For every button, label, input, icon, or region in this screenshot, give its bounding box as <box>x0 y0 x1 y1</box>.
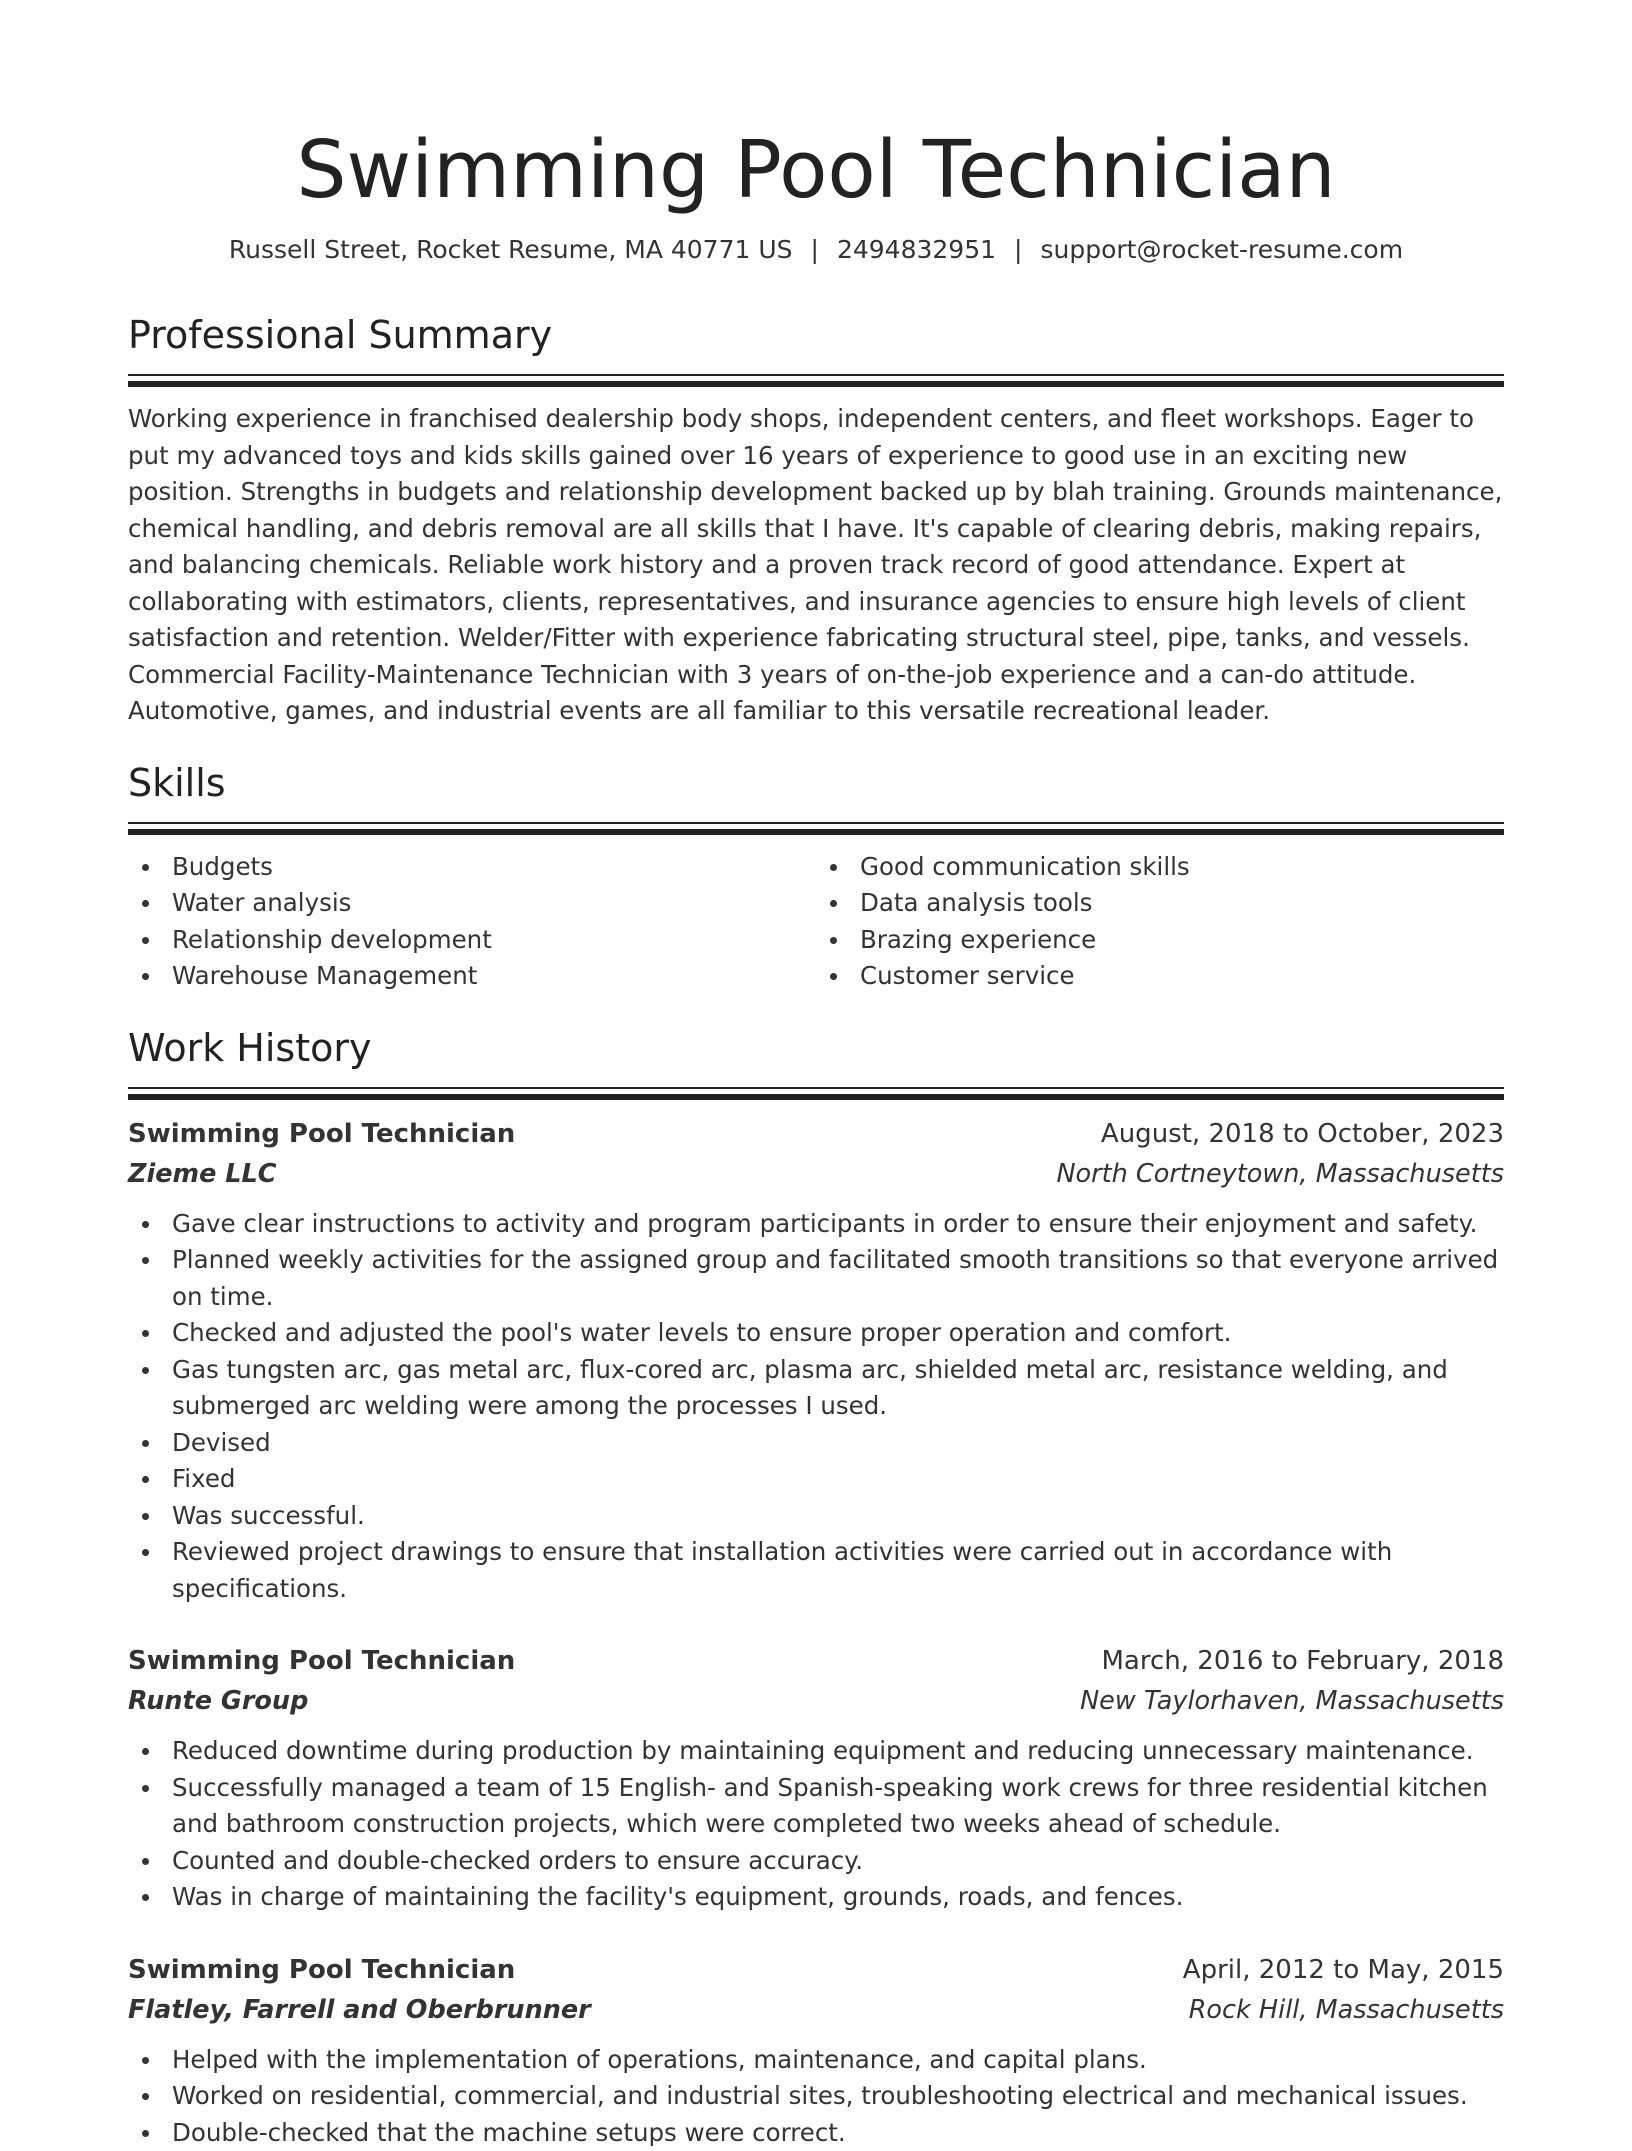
skills-column-left <box>128 849 816 995</box>
section-divider <box>128 374 1504 387</box>
job-bullet: Reduced downtime during production by maintaining equipment and reducing unnecessary maintenance. <box>128 1733 1504 1770</box>
contact-email: support@rocket-resume.com <box>1040 235 1403 264</box>
skill-item: Data analysis tools <box>816 885 1504 922</box>
job-company: Zieme LLC <box>128 1154 276 1194</box>
job-bullet: Devised <box>128 1425 1504 1462</box>
contact-line <box>128 232 1504 268</box>
job-company: Runte Group <box>128 1681 308 1721</box>
job-header-row <box>128 1641 1504 1681</box>
job-bullet: Was in charge of maintaining the facility's equipment, grounds, roads, and fences. <box>128 1879 1504 1916</box>
job-bullet: Fixed <box>128 1461 1504 1498</box>
job-company-row <box>128 1681 1504 1721</box>
job-entry <box>128 1641 1504 1916</box>
job-bullets <box>128 2042 1504 2151</box>
skill-item: Good communication skills <box>816 849 1504 886</box>
job-bullet: Was successful. <box>128 1498 1504 1535</box>
work-history-section <box>128 1025 1504 2151</box>
job-bullet: Reviewed project drawings to ensure that installation activities were carried out in accordance with specifications. <box>128 1534 1504 1607</box>
skill-item: Budgets <box>128 849 816 886</box>
job-bullet: Successfully managed a team of 15 English- and Spanish-speaking work crews for three residential kitchen and bathroom construction projects, which were completed two weeks ahead of schedule. <box>128 1770 1504 1843</box>
contact-separator: | <box>793 235 837 264</box>
skills-grid <box>128 849 1504 995</box>
summary-section <box>128 312 1504 730</box>
section-divider <box>128 822 1504 835</box>
contact-separator: | <box>996 235 1040 264</box>
skill-item: Water analysis <box>128 885 816 922</box>
job-header-row <box>128 1950 1504 1990</box>
job-bullet: Gas tungsten arc, gas metal arc, flux-cored arc, plasma arc, shielded metal arc, resistance welding, and submerged arc welding were among the processes I used. <box>128 1352 1504 1425</box>
job-bullet: Gave clear instructions to activity and program participants in order to ensure their enjoyment and safety. <box>128 1206 1504 1243</box>
skill-item: Relationship development <box>128 922 816 959</box>
skill-item: Brazing experience <box>816 922 1504 959</box>
job-title: Swimming Pool Technician <box>128 1114 515 1154</box>
job-dates: August, 2018 to October, 2023 <box>1101 1114 1504 1154</box>
skills-section <box>128 760 1504 995</box>
job-location: Rock Hill, Massachusetts <box>1189 1990 1504 2030</box>
job-bullets <box>128 1206 1504 1608</box>
job-dates: April, 2012 to May, 2015 <box>1183 1950 1504 1990</box>
job-dates: March, 2016 to February, 2018 <box>1102 1641 1505 1681</box>
job-location: New Taylorhaven, Massachusetts <box>1080 1681 1504 1721</box>
job-bullet: Planned weekly activities for the assigned group and facilitated smooth transitions so that everyone arrived on time. <box>128 1242 1504 1315</box>
job-bullet: Worked on residential, commercial, and industrial sites, troubleshooting electrical and mechanical issues. <box>128 2078 1504 2115</box>
resume-name: Swimming Pool Technician <box>128 120 1504 220</box>
skill-item: Customer service <box>816 958 1504 995</box>
job-title: Swimming Pool Technician <box>128 1950 515 1990</box>
job-company: Flatley, Farrell and Oberbrunner <box>128 1990 591 2030</box>
summary-text: Working experience in franchised dealership body shops, independent centers, and fleet workshops. Eager to put my advanced toys and kids skills gained over 16 years of experience to good use in an exciting new position. Strengths in budgets and relationship development backed up by blah training. Grounds maintenance, chemical handling, and debris removal are all skills that I have. It's capable of clearing debris, making repairs, and balancing chemicals. Reliable work history and a proven track record of good attendance. Expert at collaborating with estimators, clients, representatives, and insurance agencies to ensure high levels of client satisfaction and retention. Welder/Fitter with experience fabricating structural steel, pipe, tanks, and vessels. Commercial Facility-Maintenance Technician with 3 years of on-the-job experience and a can-do attitude. Automotive, games, and industrial events are all familiar to this versatile recreational leader. <box>128 401 1504 730</box>
contact-phone: 2494832951 <box>837 235 996 264</box>
summary-title: Professional Summary <box>128 312 1504 358</box>
job-title: Swimming Pool Technician <box>128 1641 515 1681</box>
job-header-row <box>128 1114 1504 1154</box>
job-company-row <box>128 1990 1504 2030</box>
job-bullet: Counted and double-checked orders to ensure accuracy. <box>128 1843 1504 1880</box>
skills-column-right <box>816 849 1504 995</box>
work-history-title: Work History <box>128 1025 1504 1071</box>
job-bullet: Checked and adjusted the pool's water levels to ensure proper operation and comfort. <box>128 1315 1504 1352</box>
job-entry <box>128 1114 1504 1608</box>
job-bullet: Helped with the implementation of operations, maintenance, and capital plans. <box>128 2042 1504 2079</box>
skill-item: Warehouse Management <box>128 958 816 995</box>
job-company-row <box>128 1154 1504 1194</box>
job-entry <box>128 1950 1504 2151</box>
section-divider <box>128 1087 1504 1100</box>
job-bullets <box>128 1733 1504 1916</box>
job-location: North Cortneytown, Massachusetts <box>1056 1154 1504 1194</box>
job-bullet: Double-checked that the machine setups were correct. <box>128 2115 1504 2151</box>
skills-title: Skills <box>128 760 1504 806</box>
contact-address: Russell Street, Rocket Resume, MA 40771 US <box>229 235 793 264</box>
